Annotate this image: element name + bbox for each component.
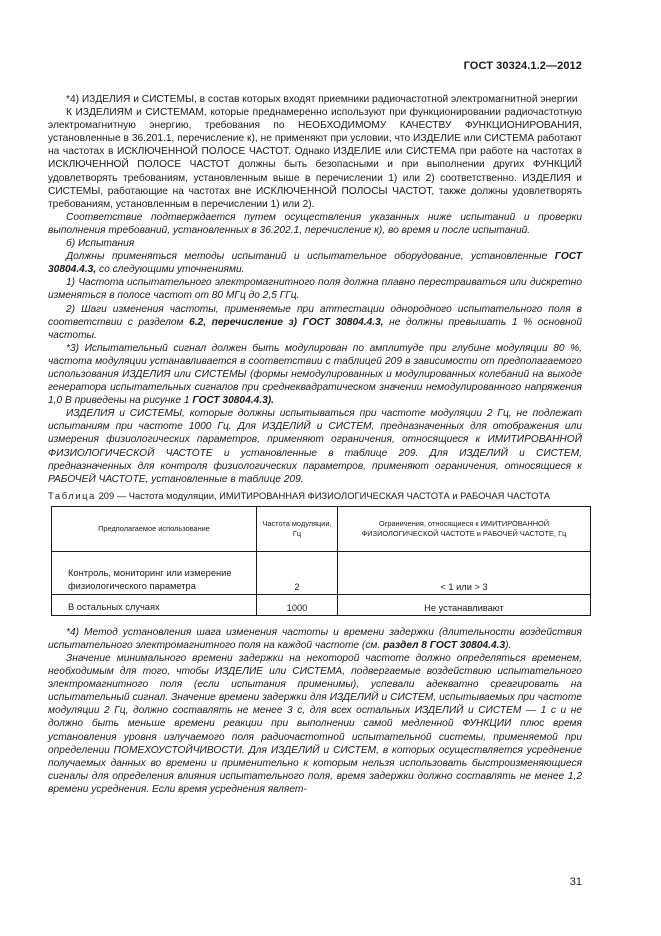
text-span: не должны превышать 1 % основной частоты. bbox=[48, 316, 582, 341]
table-row bbox=[52, 594, 591, 615]
document-id: ГОСТ 30324.1.2—2012 bbox=[463, 60, 582, 72]
text-span: Должны применяться методы испытаний и испытательное оборудование, установленные bbox=[66, 251, 555, 263]
text-bold: ГОСТ 30804.4.3, bbox=[48, 251, 582, 276]
text-span: 2) Шаги изменения частоты, применяемые при аттестации однородного испытательного поля в соответствии с разделом bbox=[48, 303, 582, 328]
paragraph-tests-heading: б) Испытания bbox=[66, 238, 135, 250]
table-header-row bbox=[52, 506, 591, 551]
text-bold: раздел 8 ГОСТ 30804.4.3 bbox=[383, 639, 506, 651]
paragraph-item-3 bbox=[48, 342, 582, 407]
table-cell-frequency: 2 bbox=[257, 551, 338, 594]
table-cell-use: В остальных случаях bbox=[52, 594, 257, 615]
caption-label: Таблица bbox=[48, 489, 96, 501]
table-cell-use: Контроль, мониторинг или измерение физиологического параметра bbox=[52, 551, 257, 594]
paragraph-item-1: 1) Частота испытательного электромагнитного поля должна плавно перестраиваться или дискретно изменяться в полосе частот от 80 МГц до 2,5 ГГц. bbox=[48, 277, 582, 302]
text-span: со следующими уточнениями. bbox=[96, 264, 245, 276]
text-bold: ГОСТ 30804.4.3). bbox=[192, 395, 274, 407]
paragraph-modulation-limits: ИЗДЕЛИЯ и СИСТЕМЫ, которые должны испытываться при частоте модуляции 2 Гц, не подлежат испытаниям при частоте 1000 Гц. Для ИЗДЕЛИЙ и СИСТЕМ, предназначенных для отображения или измерения физиологических параметров, применяют ограничения, относящиеся к ИМИТИРОВАННОЙ ФИЗИОЛОГИЧЕСКОЙ ЧАСТОТЕ и установленные в таблице 209. Для ИЗДЕЛИЙ и СИСТЕМ, предназначенных для контроля физиологических параметров, применяют ограничения, относящиеся к РАБОЧЕЙ ЧАСТОТЕ, установленные в таблице 209. bbox=[48, 408, 582, 485]
paragraph-item-2 bbox=[48, 303, 582, 342]
table-header-limits: Ограничения, относящиеся к ИМИТИРОВАННОЙ ФИЗИОЛОГИЧЕСКОЙ ЧАСТОТЕ и РАБОЧЕЙ ЧАСТОТЕ, Гц bbox=[338, 506, 591, 551]
text-span: *3) Испытательный сигнал должен быть модулирован по амплитуде при глубине модуляции 80 %, частота модуляции устанавливается в соответствии с таблицей 209 в зависимости от предполагаемого использования ИЗДЕЛИЯ или СИСТЕМЫ (формы немодулированных и модулированных колебаний на выходе генератора испытательных сигналов при среднеквадратическом значении немодулированного напряжения 1,0 В приведены на рисунке 1 bbox=[48, 342, 582, 407]
paragraph-compliance: Соответствие подтверждается путем осуществления указанных ниже испытаний и проверки выполнения требований, установленных в 36.202.1, перечисление к), во время и после испытаний. bbox=[48, 211, 582, 236]
table-header-use: Предполагаемое использование bbox=[52, 506, 257, 551]
text-span: ). bbox=[505, 639, 512, 651]
caption-text: 209 — Частота модуляции, ИМИТИРОВАННАЯ ФИЗИОЛОГИЧЕСКАЯ ЧАСТОТА и РАБОЧАЯ ЧАСТОТА bbox=[95, 489, 551, 501]
text-span: *4) Метод установления шага изменения частоты и времени задержки (длительности воздействия испытательного электромагнитного поля на каждой частоте (см. bbox=[48, 626, 582, 651]
paragraph-item-4-method bbox=[48, 626, 582, 652]
paragraph-item-4: *4) ИЗДЕЛИЯ и СИСТЕМЫ, в состав которых входят приемники радиочастотной электромагнитной энергии bbox=[66, 94, 578, 105]
modulation-table bbox=[51, 506, 591, 616]
table-cell-frequency: 1000 bbox=[257, 594, 338, 615]
paragraph-test-methods bbox=[48, 250, 582, 276]
page-content bbox=[48, 93, 582, 796]
table-cell-limit: Не устанавливают bbox=[338, 594, 591, 615]
page-number: 31 bbox=[569, 876, 582, 888]
paragraph-dwell-time: Значение минимального времени задержки на некоторой частоте должно определяться временем, необходимым для того, чтобы ИЗДЕЛИЕ или СИСТЕМА, подвергаемые воздействию испытательного электромагнитного поля (если испытания применимы), успевали адекватно среагировать на испытательный сигнал. Значение времени задержки для ИЗДЕЛИЙ и СИСТЕМ, испытываемых при частоте модуляции 2 Гц, должно составлять не менее 3 с, для всех остальных ИЗДЕЛИЙ и СИСТЕМ — 1 с и не должно быть меньше времени реакции при выполнении самой медленной ФУНКЦИИ плюс время установления уровня излучаемого поля радиочастотной испытательной системы, применяемой при определении ПОМЕХОУСТОЙЧИВОСТИ. Для ИЗДЕЛИЙ и СИСТЕМ, в которых осуществляется усреднение получаемых данных во времени и применительно к которым нельзя использовать быстроизменяющиеся сигналы для определения влияния испытательного поля, время задержки должно составлять не менее 1,2 времени усреднения. Если время усреднения являет- bbox=[48, 653, 582, 795]
table-caption bbox=[48, 490, 582, 502]
table-header-frequency: Частота модуляции, Гц bbox=[257, 506, 338, 551]
paragraph-rf-products: К ИЗДЕЛИЯМ и СИСТЕМАМ, которые преднамеренно используют при функционировании радиочастотную электромагнитную энергию, требования по НЕОБХОДИМОМУ КАЧЕСТВУ ФУНКЦИОНИРОВАНИЯ, установленные в 36.201.1, перечисление к), не применяют при условии, что ИЗДЕЛИЕ или СИСТЕМА работают на частотах в ИСКЛЮЧЕННОЙ ПОЛОСЕ ЧАСТОТ. Однако ИЗДЕЛИЕ или СИСТЕМА при работе на частотах в ИСКЛЮЧЕННОЙ ПОЛОСЕ ЧАСТОТ должны быть безопасными и при выполнении других ФУНКЦИЙ удовлетворять требованиям, установленным выше в перечислении 1) или 2) соответственно. ИЗДЕЛИЯ и СИСТЕМЫ, работающие на частотах вне ИСКЛЮЧЕННОЙ ПОЛОСЫ ЧАСТОТ, также должны удовлетворять требованиям, установленным в перечислении 1) или 2). bbox=[48, 107, 582, 210]
text-bold: 6.2, перечисление з) ГОСТ 30804.4.3, bbox=[189, 316, 384, 328]
table-row bbox=[52, 551, 591, 594]
table-cell-limit: < 1 или > 3 bbox=[338, 551, 591, 594]
